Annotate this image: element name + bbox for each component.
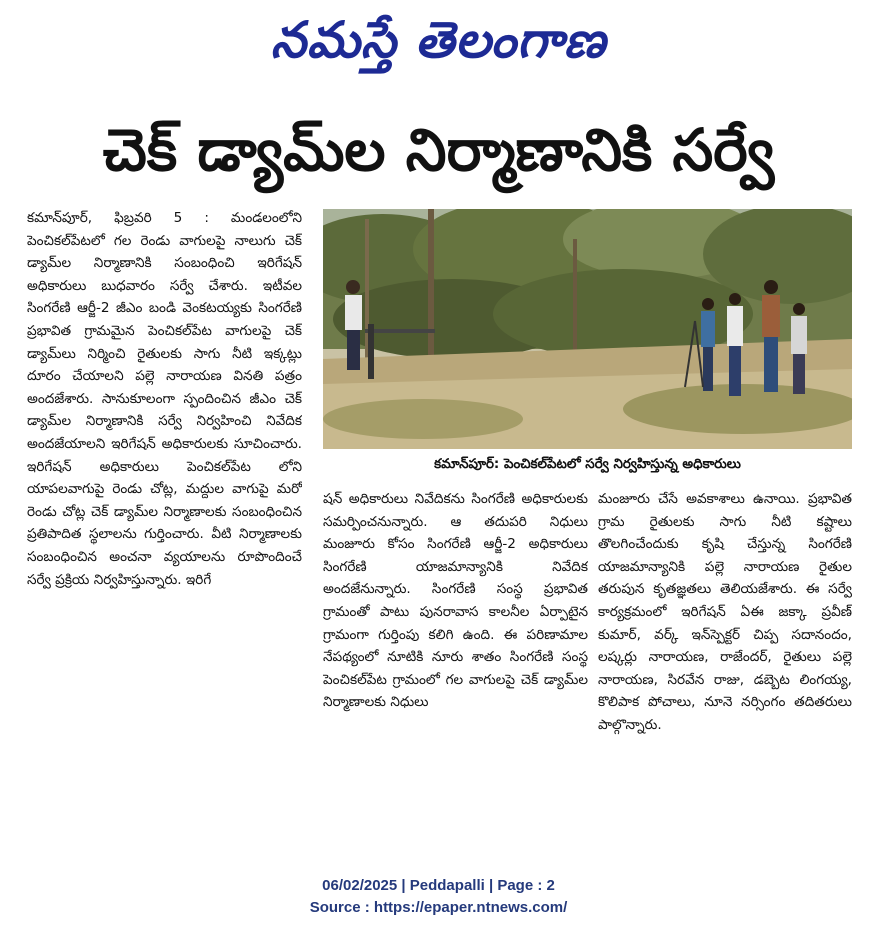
footer-source-link[interactable]: Source : https://epaper.ntnews.com/ <box>309 899 568 916</box>
masthead-logo: నమస్తే తెలంగాణ <box>270 11 607 69</box>
footer-date-edition: 06/02/2025 | Peddapalli | Page : 2 <box>322 877 555 894</box>
article-column-1 <box>27 207 302 847</box>
photo-caption: కమాన్‌పూర్‌: పెంచికల్‌పేటలో సర్వే నిర్వహిస్తున్న అధికారులు <box>434 457 741 472</box>
article-headline: చెక్‌ డ్యామ్‌ల నిర్మాణానికి సర్వే <box>102 116 775 184</box>
survey-scene-illustration <box>323 209 852 449</box>
article-column-2 <box>323 488 588 848</box>
article-text-column-3: మంజూరు చేసే అవకాశాలు ఉనాయి. ప్రభావిత గ్రామ రైతులకు సాగు నీటి కష్టాలు తొలగించేందుకు కృషి చేస్తున్న సింగరేణి యాజమాన్యానికి పల్లె నారాయణ రైతుల తరుపున కృతజ్ఞతలు తెలియజేశారు. ఈ సర్వే కార్యక్రమంలో ఇరిగేషన్‌ ఏఈ జక్కా ప్రవీణ్‌ కుమార్‌, వర్క్‌ ఇన్‌స్పెక్టర్‌ చిప్ప సదానందం, లష్కర్లు నారాయణ, రాజేందర్‌, రైతులు పల్లె నారాయణ, సిరవేన రాజు, డబ్బెట లింగయ్య, కొలిపాక పోచాలు, నూనె నర్సింగం తదితరులు పాల్గొన్నారు. <box>598 491 852 733</box>
article-column-3 <box>598 488 852 848</box>
news-photo <box>323 209 852 449</box>
article-text-column-2: షన్‌ అధికారులు నివేదికను సింగరేణి అధికారులకు సమర్పించనున్నారు. ఆ తదుపరి నిధులు మంజూరు కోసం సింగరేణి ఆర్జీ-2 అధికారులు సింగరేణి యాజమాన్యానికి నివేదిక అందజేనున్నారు. సింగరేణి సంస్థ ప్రభావిత గ్రామంతో పాటు పునరావాస కాలనీల ఏర్పాటైన గ్రామంగా గుర్తింపు కలిగి ఉంది. ఈ పరిణామాల నేపథ్యంలో నూటికి నూరు శాతం సింగరేణి సంస్థ పెంచికల్‌పేట గ్రామంలో గల వాగులపై చెక్‌ డ్యామ్‌ల నిర్మాణాలకు నిధులు <box>323 491 588 711</box>
article-text-column-1: కమాన్‌పూర్‌, ఫిబ్రవరి 5 : మండలంలోని పెంచికల్‌పేటలో గల రెండు వాగులపై నాలుగు చెక్‌ డ్యామ్‌ల నిర్మాణానికి సంబంధించి ఇరిగేషన్‌ అధికారులు బుధవారం సర్వే చేశారు. ఇటీవల సింగరేణి ఆర్జీ-2 జీఎం బండి వెంకటయ్యకు సింగరేణి ప్రభావిత గ్రామమైన పెంచికల్‌పేట వాగులపై చెక్‌ డ్యామ్‌లు నిర్మించి రైతులకు సాగు నీటి ఇక్కట్లు దూరం చేయాలని పల్లె నారాయణ వినతి పత్రం అందజేశారు. సానుకూలంగా స్పందించిన జీఎం చెక్‌ డ్యామ్‌ల నిర్మాణానికి సర్వే నిర్వహించి నివేదిక అందజేయాలని ఇరిగేషన్‌ అధికారులకు సూచించారు. ఇరిగేషన్‌ అధికారులు పెంచికల్‌పేట లోని యాపలవాగుపై రెండు చోట్ల, మద్దుల వాగుపై మరో రెండు చోట్ల చెక్‌ డ్యామ్‌ల నిర్మాణాలకు సంబంధించిన ప్రతిపాదిత స్థలాలను గుర్తించారు. వీటి నిర్మాణాలకు సంబంధించిన అంచనా వ్యయాలను రూపొందించే సర్వే ప్రక్రియ నిర్వహిస్తున్నారు. ఇరిగే <box>27 210 302 588</box>
